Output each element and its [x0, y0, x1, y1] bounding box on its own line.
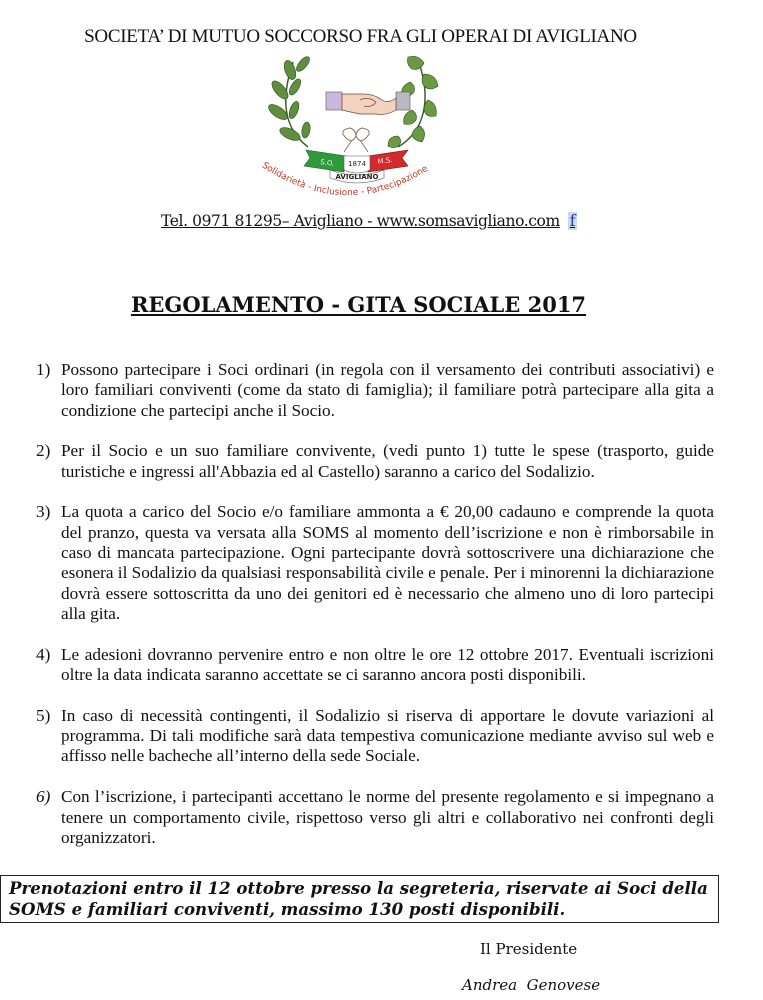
motto: Solidarietà - Inclusione - Partecipazione — [259, 160, 430, 199]
contact-info: Tel. 0971 81295– Avigliano - www.somsavigliano.com — [161, 212, 560, 230]
contact-line — [161, 212, 577, 230]
rule-number: 5) — [36, 705, 51, 725]
rules-list — [36, 360, 714, 869]
rule-text: La quota a carico del Socio e/o familiare ammonta a € 20,00 cadauno e comprende la quota del pranzo, questa va versata alla SOMS al momento dell’iscrizione e non è rimborsabile in caso di mancata partecipazione. Ogni partecipante dovrà sottoscrivere una dichiarazione che esonera il Sodalizio da qualsiasi responsabilità civile e penale. Per i minorenni la dichiarazione dovrà essere sottoscritta da uno dei genitori ed è necessario che almeno uno di loro partecipi alla gita. — [61, 502, 714, 623]
organization-name: SOCIETA’ DI MUTUO SOCCORSO FRA GLI OPERAI DI AVIGLIANO — [84, 26, 637, 47]
rule-text: Possono partecipare i Soci ordinari (in regola con il versamento dei contributi associativi) e loro familiari conviventi (come da stato di famiglia); il familiare potrà partecipare alla gita a condizione che partecipi anche il Socio. — [61, 360, 714, 420]
rule-item — [36, 441, 714, 482]
rule-item — [36, 787, 714, 848]
rule-number: 3) — [36, 502, 51, 522]
rule-text: Con l’iscrizione, i partecipanti accettano le norme del presente regolamento e si impegnano a tenere un comportamento civile, rispettoso verso gli altri e collaborativo nei confronti degli organizzatori. — [61, 787, 714, 847]
handshake-icon — [326, 92, 410, 115]
rule-text: Per il Socio e un suo familiare convivente, (vedi punto 1) tutte le spese (trasporto, guide turistiche e ingressi all'Abbazia ed al Castello) saranno a carico del Sodalizio. — [61, 441, 714, 481]
signature-name: Andrea Genovese — [462, 976, 601, 994]
laurel-left-icon — [266, 55, 312, 147]
rule-text: Le adesioni dovranno pervenire entro e non oltre le ore 12 ottobre 2017. Eventuali iscrizioni oltre la data indicata saranno accettate se ci saranno ancora posti disponibili. — [61, 644, 714, 685]
reservation-notice: Prenotazioni entro il 12 ottobre presso la segreteria, riservate ai Soci della SOMS e familiari conviventi, massimo 130 posti disponibili. — [0, 875, 719, 923]
bow-icon — [343, 128, 369, 152]
rule-number: 1) — [36, 360, 51, 379]
soms-logo — [248, 52, 463, 207]
organization-header — [0, 26, 763, 48]
town-label: AVIGLIANO — [335, 173, 379, 181]
rule-item — [36, 502, 714, 624]
document-title — [0, 292, 763, 317]
signature-role: Il Presidente — [480, 940, 578, 958]
left-ribbon-label: S.O. — [319, 158, 335, 168]
right-ribbon-label: M.S. — [377, 155, 394, 166]
rule-item — [36, 645, 714, 686]
rule-item — [36, 706, 714, 767]
rule-number: 6) — [36, 787, 51, 807]
rule-item — [36, 360, 714, 421]
rule-text: In caso di necessità contingenti, il Sodalizio si riserva di apportare le dovute variazioni al programma. Di tali modifiche sarà data tempestiva comunicazione mediante avviso sul web e affisso nelle bacheche all’interno della sede Sociale. — [61, 705, 714, 766]
rule-number: 4) — [36, 644, 51, 664]
facebook-icon[interactable]: f — [569, 212, 576, 230]
title-text: REGOLAMENTO - GITA SOCIALE 2017 — [130, 292, 587, 317]
year-label: 1874 — [348, 160, 366, 168]
rule-number: 2) — [36, 441, 51, 461]
